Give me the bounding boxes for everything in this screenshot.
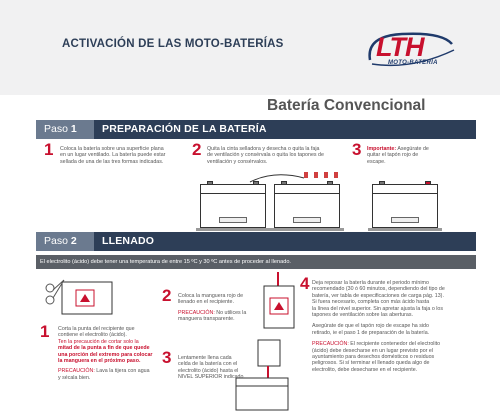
battery-illustration-1 (200, 184, 266, 228)
step2-label: LLENADO (102, 235, 155, 247)
step2-item2-text: Coloca la manguera rojo de llenado en el recipiente. PRECAUCIÓN: No utilices la manguera transparente. (178, 293, 247, 323)
step2-item1-number: 1 (40, 322, 50, 341)
vent-caps-icon (244, 168, 350, 188)
container-hose-icon (256, 270, 302, 332)
page-title: ACTIVACIÓN DE LAS MOTO-BATERÍAS (62, 38, 284, 50)
step1-item1-number: 1 (44, 140, 54, 159)
step2-item1-text: Corta la punta del recipiente que contiene el electrolito (ácido). Ten la precaución de cortar solo la mitad de la punta a fin de que quede una porción del extremo para colocar la manguera en el próximo paso. PRECAUCIÓN: Lava la tijera con agua y sécala bien. (58, 326, 153, 381)
section-title: Batería Convencional (267, 97, 426, 114)
battery-illustration-3 (372, 184, 438, 228)
step2-paso: Paso 2 (36, 232, 94, 251)
step2-item4-number: 4 (300, 274, 310, 293)
step1-bar (36, 120, 476, 139)
logo-text: LTH (376, 32, 424, 62)
step2-item3-text: Lentamente llena cada celda de la batería con el electrolito (ácido) hasta el NIVEL SUPERIOR indicado. (178, 355, 245, 381)
step2-item2-number: 2 (162, 286, 172, 305)
step2-item4-text: Deja reposar la batería durante el periodo mínimo recomendado (30 ó 60 minutos, dependiendo del tipo de batería, ver tabla de especificaciones de carga pág. 13). Si fuera necesario, completa con más ácido hasta la línea del nivel superior. Sin apretar ajusta la faja o los tapones de ventilación sobre las aberturas. Asegúrate de que el tapón rojo de escape ha sido retirado, ie el paso 1 de preparación de la batería. PRECAUCIÓN: El recipiente contenedor del electrolito (ácido) debe desecharse en un lugar previsto por el ayuntamiento para desechos domésticos o residuos peligrosos. Si sí terminar el llenado queda algo de electrolito, debe desecharse en el recipiente. (312, 280, 445, 373)
step1-label: PREPARACIÓN DE LA BATERÍA (102, 123, 267, 135)
step1-item1-text: Coloca la batería sobre una superficie plana en un lugar ventilado. La batería puede estar sellada de una de las tres formas indicadas. (60, 146, 166, 165)
logo-subtitle: MOTO-BATERIA (388, 60, 438, 66)
cutting-container-icon (40, 272, 122, 320)
step1-item2-text: Quita la cinta selladora y desecha o quita la faja de ventilación y consérvala o quita los tapones de ventilación y consérvalos. (207, 146, 324, 165)
battery-stand-3 (368, 228, 442, 231)
step2-bar (36, 232, 476, 251)
step1-paso: Paso 1 (36, 120, 94, 139)
step2-item3-number: 3 (162, 348, 172, 367)
battery-stand-1 (196, 228, 270, 231)
temperature-notice: El electrolito (ácido) debe tener una temperatura de entre 15 ºC y 30 ºC antes de proceder al llenado. (36, 255, 476, 269)
battery-illustration-2 (274, 184, 340, 228)
page-header (0, 0, 500, 95)
step1-item3-number: 3 (352, 140, 362, 159)
brand-logo (362, 30, 458, 70)
step1-item3-text: Importante: Asegúrate de quitar el tapón rojo de escape. (367, 146, 429, 165)
battery-stand-2 (270, 228, 344, 231)
step1-item2-number: 2 (192, 140, 202, 159)
